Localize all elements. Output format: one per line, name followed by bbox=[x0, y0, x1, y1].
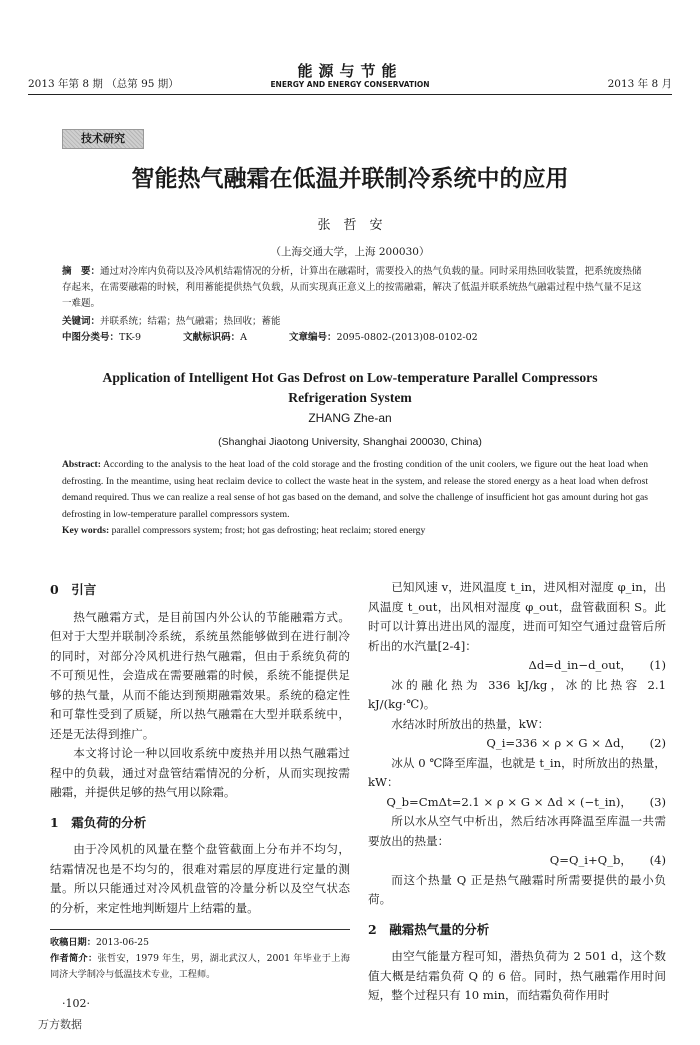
paper-title-cn: 智能热气融霜在低温并联制冷系统中的应用 bbox=[131, 166, 569, 192]
classification-line bbox=[62, 330, 648, 346]
abstract-en-label: Abstract: bbox=[62, 459, 101, 470]
section-0-heading: 0 引言 bbox=[50, 582, 97, 597]
equation-3 bbox=[368, 793, 666, 813]
equation-4 bbox=[368, 851, 666, 871]
doc-code-value: A bbox=[240, 332, 247, 343]
right-paragraph-3: 水结冰时所放出的热量，kW： bbox=[391, 716, 550, 731]
keywords-cn bbox=[62, 314, 281, 330]
received-label: 收稿日期： bbox=[50, 937, 96, 948]
journal-title-en: ENERGY AND ENERGY CONSERVATION bbox=[270, 80, 430, 89]
section-tag: 技术研究 bbox=[62, 129, 144, 149]
keywords-cn-label: 关键词： bbox=[62, 316, 101, 327]
affiliation-cn: （上海交通大学，上海 200030） bbox=[270, 246, 430, 258]
equation-1-body: Δd=d_in−d_out， bbox=[528, 658, 632, 672]
keywords-en bbox=[62, 523, 648, 540]
keywords-cn-text: 并联系统；结霜；热气融霜；热回收；蓄能 bbox=[100, 316, 281, 327]
keywords-en-label: Key words: bbox=[62, 525, 110, 536]
equation-2-number: (2) bbox=[649, 736, 666, 750]
journal-title-cn: 能源与节能 bbox=[297, 62, 403, 80]
keywords-en-text: parallel compressors system; frost; hot gas defrosting; heat reclaim; stored energy bbox=[111, 525, 426, 536]
affiliation-en: (Shanghai Jiaotong University, Shanghai 200030, China) bbox=[218, 436, 482, 448]
abstract-en bbox=[62, 457, 648, 523]
watermark: 万方数据 bbox=[38, 1018, 82, 1031]
equation-3-body: Q_b=CmΔt=2.1 × ρ × G × Δd × (−t_in)， bbox=[386, 794, 632, 809]
issue-date: 2013 年 8 月 bbox=[607, 78, 672, 90]
equation-4-body: Q=Q_i+Q_b， bbox=[549, 853, 632, 867]
received-value: 2013-06-25 bbox=[95, 937, 149, 948]
paper-title-en-line1: Application of Intelligent Hot Gas Defrost on Low-temperature Parallel Compressors bbox=[102, 370, 598, 385]
equation-2 bbox=[368, 734, 666, 754]
section-2-paragraph: 由空气能量方程可知，潜热负荷为 2 501 d，这个数值大概是结霜负荷 Q 的 6 倍。同时，热气融霜作用时间短，整个过程只有 10 min，而结霜负荷作用时 bbox=[368, 949, 666, 1002]
equation-2-body: Q_i=336 × ρ × G × Δd， bbox=[486, 736, 632, 750]
right-paragraph-6: 而这个热量 Q 正是热气融霜时所需要提供的最小负荷。 bbox=[368, 872, 666, 906]
right-paragraph-2: 冰的融化热为 336 kJ/kg，冰的比热容 2.1 kJ/(kg·℃)。 bbox=[368, 677, 666, 711]
abstract-cn-label: 摘 要： bbox=[62, 266, 101, 277]
abstract-en-text: According to the analysis to the heat load of the cold storage and the frosting condition of the unit coolers, we figure out the heat load when defrosting. In the meantime, using heat reclaim device to collect the waste heat in the system, and release the stored energy as a heat load when defrost demand required. Thus we can realize a real sense of hot gas based on the demand, and solve the challenge of insufficient hot gas amount during hot gas defrosting in low-temperature parallel compressors system. bbox=[62, 459, 648, 520]
header-rule bbox=[28, 94, 672, 95]
intro-paragraph-1: 热气融霜方式，是目前国内外公认的节能融霜方式。但对于大型并联制冷系统，系统虽然能够做到在进行制冷的同时，对部分冷风机进行热气融霜，但由于系统负荷的不可预见性，会造成在需要融霜的时候，系统不能提供足够的热气量，从而不能达到预期融霜效果。系统的稳定性和可靠性受到了质疑，所以热气融霜在大型并联系统中，还是无法得到推广。 bbox=[50, 609, 350, 741]
left-column bbox=[50, 580, 350, 918]
right-paragraph-1: 已知风速 v，进风温度 t_in，进风相对湿度 φ_in，出风温度 t_out，出风相对湿度 φ_out，盘管截面积 S。此时可以计算出进出风的湿度，进而可知空气通过盘管后所析出的水汽量[2-4]： bbox=[368, 580, 666, 653]
author-cn: 张 哲 安 bbox=[317, 218, 383, 233]
section-1-heading: 1 霜负荷的分析 bbox=[50, 814, 147, 830]
right-paragraph-5: 所以水从空气中析出，然后结冰再降温至库温一共需要放出的热量： bbox=[368, 814, 666, 848]
abstract-cn bbox=[62, 264, 648, 312]
abstract-cn-text: 通过对冷库内负荷以及冷风机结霜情况的分析，计算出在融霜时，需要投入的热气负载的量。同时采用热回收装置，把系统废热储存起来，在需要融霜的时候，利用蓄能提供热气负载，从而实现真正意义上的按需融霜，解决了低温并联系统热气融霜过程中热气量不足这一难题。 bbox=[62, 266, 642, 309]
equation-1 bbox=[368, 656, 666, 676]
intro-paragraph-2: 本文将讨论一种以回收系统中废热并用以热气融霜过程中的负载，通过对盘管结霜情况的分析，从而实现按需融霜，并提供足够的热气用以除霜。 bbox=[50, 746, 350, 799]
clc-label: 中图分类号： bbox=[62, 332, 120, 343]
equation-4-number: (4) bbox=[649, 853, 666, 867]
author-bio-text: 张哲安，1979 年生，男，湖北武汉人，2001 年毕业于上海同济大学制冷与低温技术专业，工程师。 bbox=[50, 953, 350, 980]
footnote-rule bbox=[50, 929, 350, 930]
author-bio-label: 作者简介： bbox=[50, 953, 98, 964]
footnote bbox=[50, 935, 350, 983]
article-number-label: 文章编号： bbox=[289, 332, 337, 343]
equation-3-number: (3) bbox=[649, 794, 666, 809]
section-1-paragraph: 由于冷风机的风量在整个盘管截面上分布并不均匀，结霜情况也是不均匀的，很难对霜层的厚度进行定量的测量。所以只能通过对冷风机盘管的冷量分析以及空气状态的分析，来定性地判断翅片上结霜的量。 bbox=[50, 842, 350, 915]
issue-info: 2013 年第 8 期 （总第 95 期） bbox=[28, 78, 179, 90]
article-number-value: 2095-0802-(2013)08-0102-02 bbox=[336, 332, 478, 343]
author-bio bbox=[50, 951, 350, 983]
page-number: ·102· bbox=[62, 997, 90, 1010]
received-date bbox=[50, 935, 350, 951]
right-column bbox=[368, 578, 666, 1006]
doc-code-label: 文献标识码： bbox=[183, 332, 241, 343]
equation-1-number: (1) bbox=[649, 658, 666, 672]
section-2-heading: 2 融霜热气量的分析 bbox=[368, 921, 490, 937]
paper-title-en-line2: Refrigeration System bbox=[288, 390, 412, 405]
right-paragraph-4: 冰从 0 ℃降至库温，也就是 t_in，时所放出的热量，kW： bbox=[368, 755, 666, 789]
author-en: ZHANG Zhe-an bbox=[308, 411, 392, 425]
clc-value: TK-9 bbox=[119, 332, 142, 343]
paper-title-en bbox=[0, 368, 700, 408]
